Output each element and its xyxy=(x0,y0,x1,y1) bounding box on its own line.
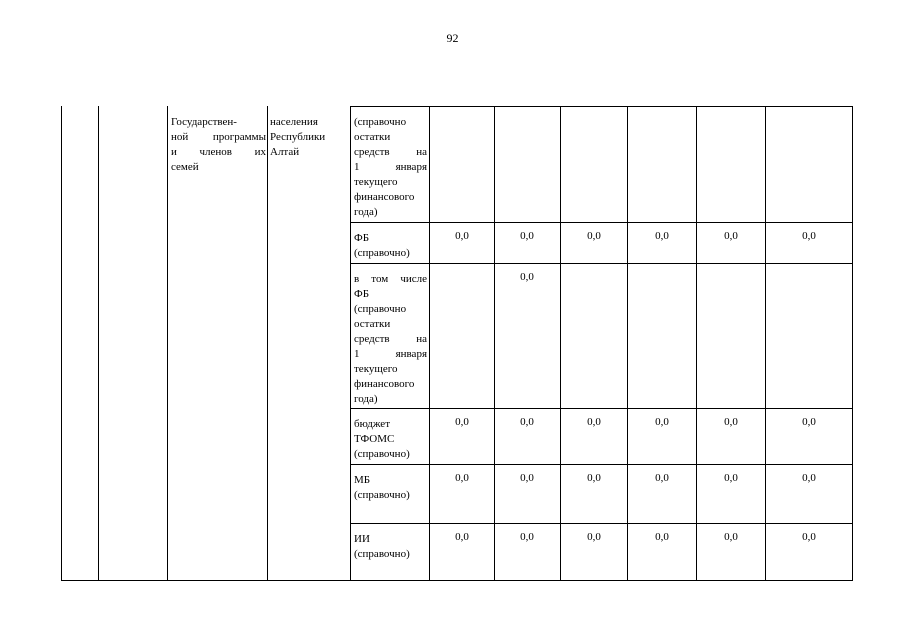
column-rule xyxy=(627,106,628,581)
column-rule xyxy=(560,106,561,581)
text-line: населения xyxy=(270,116,318,128)
column-rule xyxy=(98,106,99,581)
text-line: (справочно xyxy=(354,116,407,128)
column-rule xyxy=(494,106,495,581)
value-cell: 0,0 xyxy=(587,531,601,543)
value-cell: 0,0 xyxy=(802,416,816,428)
row-rule xyxy=(350,222,853,223)
value-cell: 0,0 xyxy=(587,230,601,242)
funding-source-label xyxy=(354,417,427,462)
text-line: ФБ xyxy=(354,232,370,244)
text-line: текущего xyxy=(354,363,398,375)
row-rule xyxy=(350,263,853,264)
row-rule xyxy=(350,464,853,465)
value-cell: 0,0 xyxy=(455,416,469,428)
column-rule xyxy=(696,106,697,581)
text-line: финансового xyxy=(354,378,415,390)
text-line: (справочно) xyxy=(354,489,410,501)
program-name-cell xyxy=(171,115,266,175)
value-cell: 0,0 xyxy=(655,416,669,428)
text-line: ИИ xyxy=(354,533,370,545)
text-line: семей xyxy=(171,161,199,173)
column-rule xyxy=(852,106,853,581)
text-line: 1 января xyxy=(354,161,427,173)
text-line: года) xyxy=(354,206,378,218)
column-rule xyxy=(61,106,62,581)
column-rule xyxy=(267,106,268,581)
text-line: бюджет xyxy=(354,418,390,430)
table-top-rule xyxy=(350,106,853,107)
text-line: (справочно) xyxy=(354,247,410,259)
page-number: 92 xyxy=(446,31,459,45)
text-line: года) xyxy=(354,393,378,405)
funding-source-label xyxy=(354,532,427,562)
text-line: ФБ xyxy=(354,288,370,300)
text-line: (справочно xyxy=(354,303,407,315)
text-line: финансового xyxy=(354,191,415,203)
text-line: ТФОМС xyxy=(354,433,395,445)
text-line: Алтай xyxy=(270,146,300,158)
target-group-cell xyxy=(270,115,348,160)
value-cell: 0,0 xyxy=(724,416,738,428)
value-cell: 0,0 xyxy=(455,230,469,242)
text-line: МБ xyxy=(354,474,371,486)
row-rule xyxy=(350,523,853,524)
text-line: остатки xyxy=(354,318,391,330)
row-rule xyxy=(350,408,853,409)
value-cell: 0,0 xyxy=(520,416,534,428)
text-line: средств на xyxy=(354,146,427,158)
column-rule xyxy=(167,106,168,581)
value-cell: 0,0 xyxy=(802,472,816,484)
value-cell: 0,0 xyxy=(655,531,669,543)
funding-source-label xyxy=(354,231,427,261)
column-rule xyxy=(350,106,351,581)
funding-source-label xyxy=(354,115,427,220)
column-rule xyxy=(429,106,430,581)
text-line: текущего xyxy=(354,176,398,188)
value-cell: 0,0 xyxy=(587,416,601,428)
value-cell: 0,0 xyxy=(724,472,738,484)
text-line: Государствен- xyxy=(171,116,237,128)
value-cell: 0,0 xyxy=(802,531,816,543)
text-line: (справочно) xyxy=(354,548,410,560)
text-line: ной программы xyxy=(171,131,266,143)
text-line: остатки xyxy=(354,131,391,143)
text-line: в том числе xyxy=(354,273,427,285)
value-cell: 0,0 xyxy=(655,472,669,484)
value-cell: 0,0 xyxy=(455,531,469,543)
value-cell: 0,0 xyxy=(520,230,534,242)
value-cell: 0,0 xyxy=(520,531,534,543)
value-cell: 0,0 xyxy=(724,531,738,543)
value-cell: 0,0 xyxy=(802,230,816,242)
value-cell: 0,0 xyxy=(724,230,738,242)
value-cell: 0,0 xyxy=(587,472,601,484)
value-cell: 0,0 xyxy=(455,472,469,484)
funding-source-label xyxy=(354,473,427,503)
funding-source-label xyxy=(354,272,427,407)
table-bottom-rule xyxy=(61,580,853,581)
text-line: (справочно) xyxy=(354,448,410,460)
text-line: 1 января xyxy=(354,348,427,360)
value-cell: 0,0 xyxy=(655,230,669,242)
value-cell: 0,0 xyxy=(520,472,534,484)
value-cell: 0,0 xyxy=(520,271,534,283)
text-line: средств на xyxy=(354,333,427,345)
text-line: Республики xyxy=(270,131,326,143)
text-line: и членов их xyxy=(171,146,266,158)
column-rule xyxy=(765,106,766,581)
